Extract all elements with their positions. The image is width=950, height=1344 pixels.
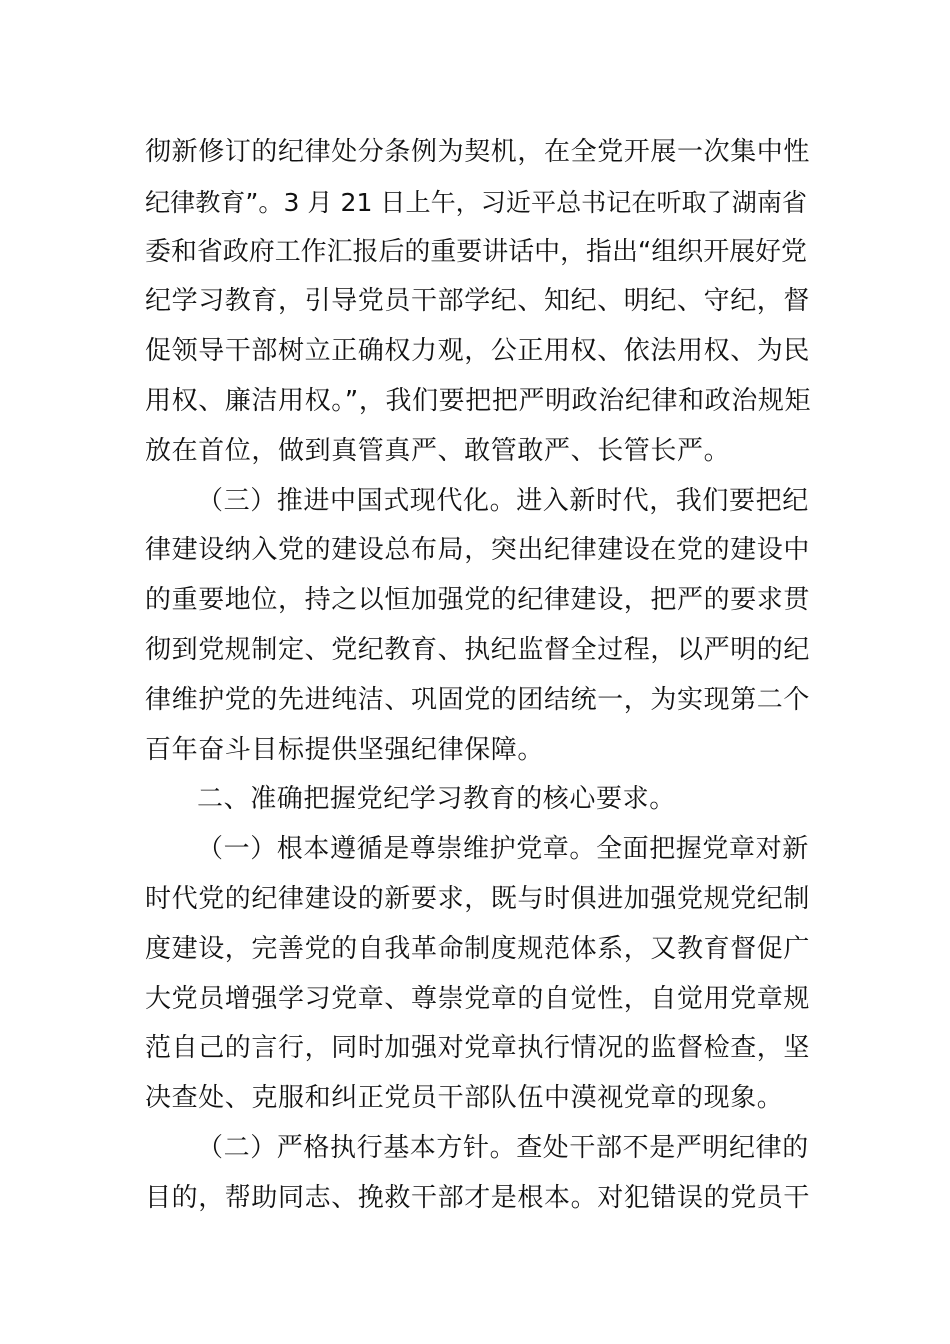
text-line: 度建设，完善党的自我革命制度规范体系，又教育督促广 [145,933,811,964]
text-line: 律维护党的先进纯洁、巩固党的团结统一，为实现第二个 [145,684,811,715]
document-body [145,128,812,1224]
text-line: 目的，帮助同志、挽救干部才是根本。对犯错误的党员干 [145,1182,811,1213]
section-heading: 二、准确把握党纪学习教育的核心要求。 [197,784,676,815]
text-line: 放在首位，做到真管真严、敢管敢严、长管长严。 [145,435,731,466]
text-line: 用权、廉洁用权。”，我们要把把严明政治纪律和政治规矩 [145,385,812,416]
text-line: 彻新修订的纪律处分条例为契机，在全党开展一次集中性 [145,137,811,167]
paragraph-first-line: （二）严格执行基本方针。查处干部不是严明纪律的 [197,1132,809,1163]
text-line: 彻到党规制定、党纪教育、执纪监督全过程，以严明的纪 [145,634,811,665]
paragraph-first-line: （三）推进中国式现代化。进入新时代，我们要把纪 [197,485,809,516]
paragraph-first-line: （一）根本遵循是尊崇维护党章。全面把握党章对新 [197,834,809,865]
text-line: 委和省政府工作汇报后的重要讲话中，指出“组织开展好党 [145,236,807,267]
text-line: 决查处、克服和纠正党员干部队伍中漠视党章的现象。 [145,1083,784,1114]
text-line: 纪学习教育，引导党员干部学纪、知纪、明纪、守纪，督 [145,286,811,317]
text-line: 促领导干部树立正确权力观，公正用权、依法用权、为民 [145,336,811,367]
text-line: 律建设纳入党的建设总布局，突出纪律建设在党的建设中 [145,535,811,566]
text-line: 时代党的纪律建设的新要求，既与时俱进加强党规党纪制 [145,883,811,914]
text-line: 大党员增强学习党章、尊崇党章的自觉性，自觉用党章规 [145,983,811,1014]
text-line: 百年奋斗目标提供坚强纪律保障。 [145,734,545,765]
text-line: 的重要地位，持之以恒加强党的纪律建设，把严的要求贯 [145,585,811,616]
text-line: 纪律教育”。3 月 21 日上午，习近平总书记在听取了湖南省 [145,187,807,217]
text-line: 范自己的言行，同时加强对党章执行情况的监督检查，坚 [145,1033,811,1064]
